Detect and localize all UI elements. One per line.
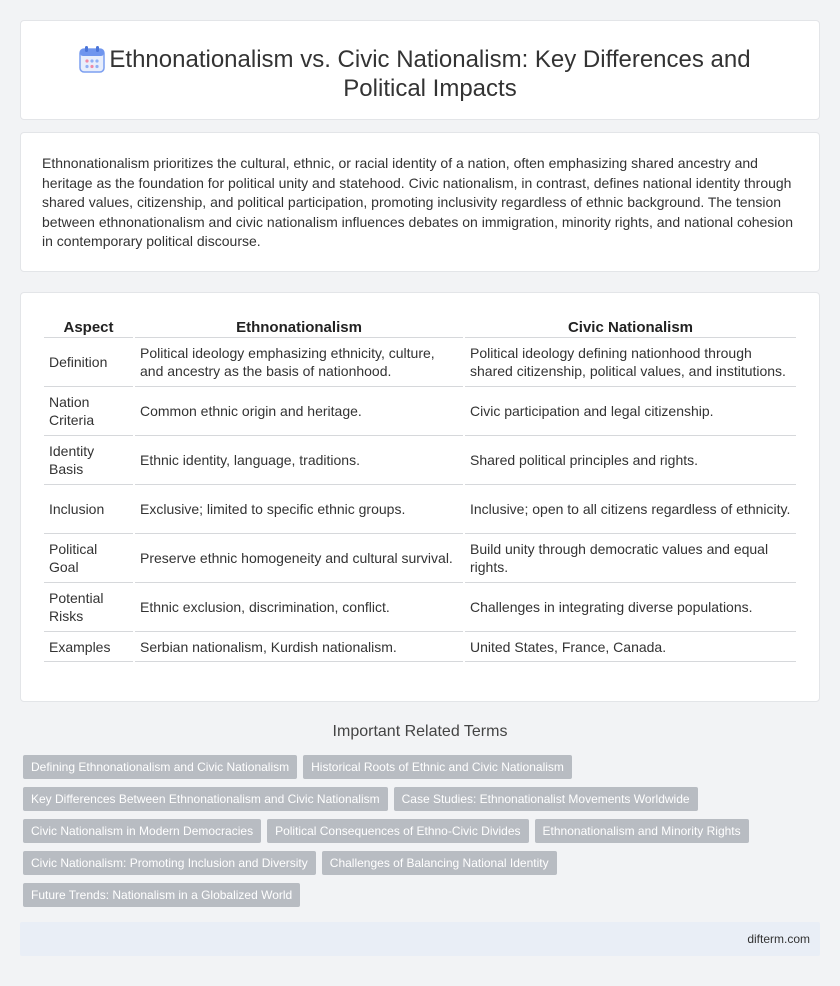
footer-site-link[interactable]: difterm.com xyxy=(747,932,810,946)
row-civic: Civic participation and legal citizenship. xyxy=(465,387,796,436)
related-terms-list xyxy=(23,755,803,907)
row-ethno: Preserve ethnic homogeneity and cultural survival. xyxy=(135,534,463,583)
row-civic: Build unity through democratic values and equal rights. xyxy=(465,534,796,583)
table-row xyxy=(44,485,796,534)
related-term-tag[interactable]: Civic Nationalism in Modern Democracies xyxy=(23,819,261,843)
page-title: Ethnonationalism vs. Civic Nationalism: Key Differences and Political Impacts xyxy=(109,46,751,102)
row-civic: United States, France, Canada. xyxy=(465,632,796,662)
row-ethno: Ethnic identity, language, traditions. xyxy=(135,436,463,485)
table-row xyxy=(44,338,796,387)
row-aspect: Nation Criteria xyxy=(44,387,133,436)
table-header-row xyxy=(44,314,796,338)
related-term-tag[interactable]: Political Consequences of Ethno-Civic Divides xyxy=(267,819,528,843)
intro-card xyxy=(20,132,820,272)
related-term-tag[interactable]: Historical Roots of Ethnic and Civic Nationalism xyxy=(303,755,572,779)
related-term-tag[interactable]: Challenges of Balancing National Identity xyxy=(322,851,557,875)
row-ethno: Political ideology emphasizing ethnicity, culture, and ancestry as the basis of nationhood. xyxy=(135,338,463,387)
related-term-tag[interactable]: Defining Ethnonationalism and Civic Nationalism xyxy=(23,755,297,779)
related-term-tag[interactable]: Key Differences Between Ethnonationalism and Civic Nationalism xyxy=(23,787,388,811)
row-ethno: Serbian nationalism, Kurdish nationalism. xyxy=(135,632,463,662)
related-term-tag[interactable]: Case Studies: Ethnonationalist Movements Worldwide xyxy=(394,787,698,811)
row-civic: Political ideology defining nationhood through shared citizenship, political values, and institutions. xyxy=(465,338,796,387)
row-ethno: Exclusive; limited to specific ethnic groups. xyxy=(135,485,463,534)
comparison-table xyxy=(42,314,798,662)
row-aspect: Potential Risks xyxy=(44,583,133,632)
related-term-tag[interactable]: Future Trends: Nationalism in a Globalized World xyxy=(23,883,300,907)
table-row xyxy=(44,583,796,632)
related-terms-heading: Important Related Terms xyxy=(332,723,508,740)
header-ethnonationalism: Ethnonationalism xyxy=(135,314,463,338)
table-row xyxy=(44,632,796,662)
row-aspect: Identity Basis xyxy=(44,436,133,485)
table-row xyxy=(44,534,796,583)
row-civic: Shared political principles and rights. xyxy=(465,436,796,485)
related-term-tag[interactable]: Ethnonationalism and Minority Rights xyxy=(535,819,749,843)
header-aspect: Aspect xyxy=(44,314,133,338)
title-card xyxy=(20,20,820,120)
related-term-tag[interactable]: Civic Nationalism: Promoting Inclusion and Diversity xyxy=(23,851,316,875)
row-ethno: Common ethnic origin and heritage. xyxy=(135,387,463,436)
row-ethno: Ethnic exclusion, discrimination, conflict. xyxy=(135,583,463,632)
row-aspect: Political Goal xyxy=(44,534,133,583)
row-civic: Inclusive; open to all citizens regardless of ethnicity. xyxy=(465,485,796,534)
footer xyxy=(20,922,820,956)
header-civic-nationalism: Civic Nationalism xyxy=(465,314,796,338)
comparison-card xyxy=(20,292,820,702)
table-row xyxy=(44,436,796,485)
row-civic: Challenges in integrating diverse populations. xyxy=(465,583,796,632)
table-row xyxy=(44,387,796,436)
row-aspect: Definition xyxy=(44,338,133,387)
row-aspect: Inclusion xyxy=(44,485,133,534)
row-aspect: Examples xyxy=(44,632,133,662)
intro-paragraph: Ethnonationalism prioritizes the cultural, ethnic, or racial identity of a nation, often emphasizing shared ancestry and heritage as the foundation for political unity and statehood. Civic nationalism, in contrast, defines national identity through shared values, citizenship, and political participation, promoting inclusivity regardless of ethnic background. The tension between ethnonationalism and civic nationalism influences debates on immigration, minority rights, and national cohesion in contemporary political discourse. xyxy=(42,155,793,249)
